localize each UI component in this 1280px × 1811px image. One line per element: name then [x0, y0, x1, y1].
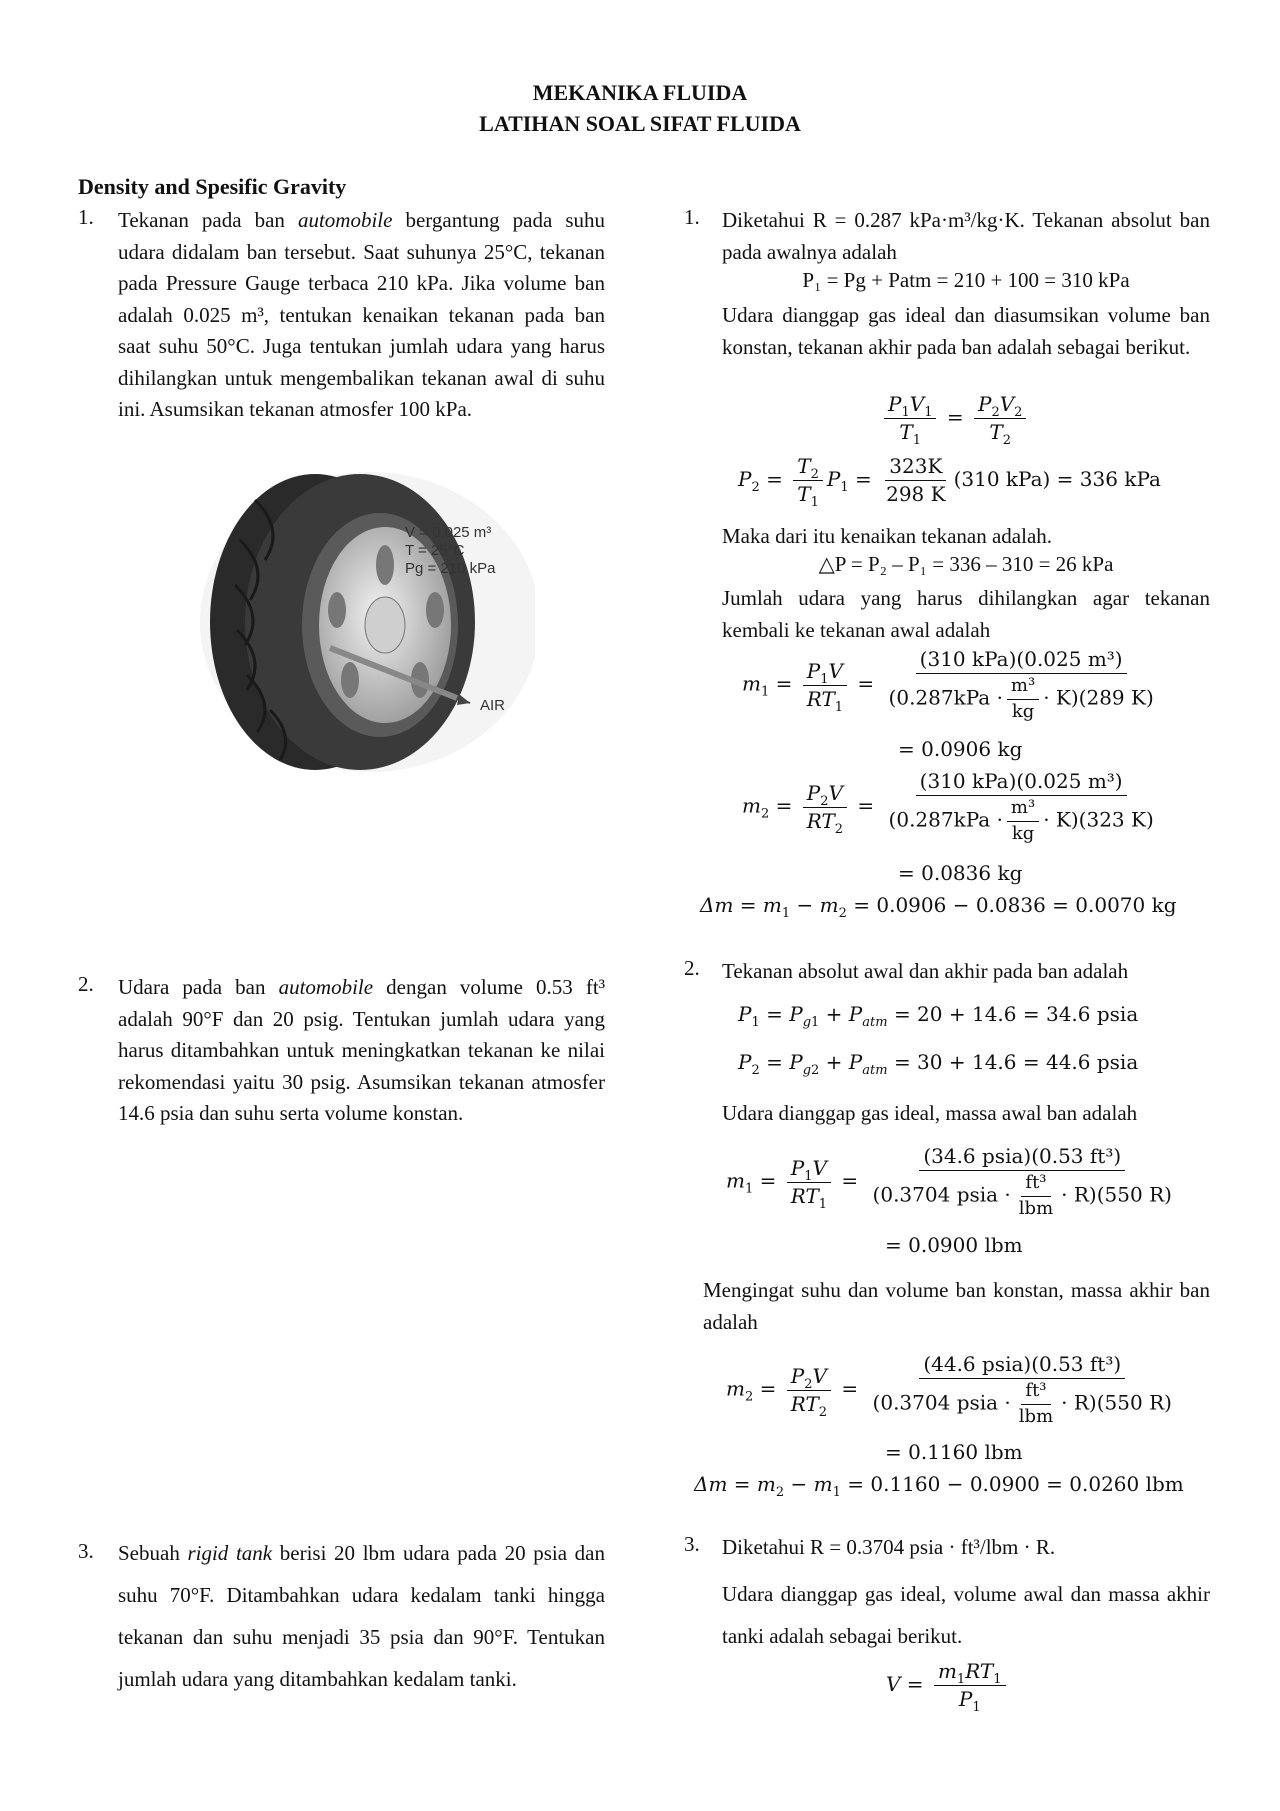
- solution-2-p2: $P_2 = P_{g2} + P_{atm} = 30 + 14.6 = 44.6$ psia: [738, 1050, 1139, 1078]
- solution-1-mass-text: Jumlah udara yang harus dihilangkan agar tekanan kembali ke tekanan awal adalah: [722, 586, 1210, 642]
- solution-1-m1-equation: $m_1$ = $\frac{P_1V}{RT_1}$ = (310 kPa)(0.025 m³) (0.287kPa · $\frac{\text{m³}}{kg}$ · K)(289 K): [742, 647, 1154, 722]
- solution-1-m1-result: = 0.0906 kg: [898, 737, 1023, 761]
- figure-air-label: AIR: [480, 697, 506, 714]
- solution-3-number: 3.: [684, 1532, 700, 1556]
- solution-2-m2-equation: $m_2$ = $\frac{P_2V}{RT_2}$ = (44.6 psia)(0.53 ft³) (0.3704 psia · $\frac{\text{ft³}}{\text{lbm}}$ · R)(550 R): [726, 1352, 1172, 1427]
- solution-2-p1: $P_1 = P_{g1} + P_{atm} = 20 + 14.6 = 34.6$ psia: [738, 1002, 1139, 1030]
- solution-1-number: 1.: [684, 205, 700, 229]
- solution-3-volume-equation: V = $\frac{m_1RT_1}{P_1}$: [886, 1660, 1010, 1711]
- problem-2-text: Udara pada ban automobile dengan volume 0.53 ft³ adalah 90°F dan 20 psig. Tentukan jumlah udara yang harus ditambahkan untuk meningkatkan tekanan ke nilai rekomendasi yaitu 30 psig. Asumsikan tekanan atmosfer 14.6 psia dan suhu serta volume konstan.: [118, 975, 605, 1125]
- solution-2-mid-text: Mengingat suhu dan volume ban konstan, massa akhir ban adalah: [703, 1278, 1210, 1334]
- solution-2-m2-result: = 0.1160 lbm: [885, 1440, 1023, 1464]
- solution-1-m2-result: = 0.0836 kg: [898, 861, 1023, 885]
- solution-2-number: 2.: [684, 956, 700, 980]
- doc-subtitle: LATIHAN SOAL SIFAT FLUIDA: [479, 111, 801, 136]
- solution-1-p2-equation: $P_2$ = $\frac{T_2}{T_1}$ $P_1$ = $\frac{323K}{298 K}$ (310 kPa) = 336 kPa: [738, 454, 1161, 510]
- figure-pressure-label: Pg = 210 kPa: [405, 560, 496, 577]
- doc-title: MEKANIKA FLUIDA: [532, 80, 748, 105]
- solution-1-p1: P₁ = Pg + Patm = 210 + 100 = 310 kPa: [802, 268, 1130, 292]
- solution-1-rise-text: Maka dari itu kenaikan tekanan adalah.: [722, 524, 1053, 548]
- problem-1-number: 1.: [78, 205, 94, 229]
- solution-1-m2-equation: $m_2$ = $\frac{P_2V}{RT_2}$ = (310 kPa)(0.025 m³) (0.287kPa · $\frac{\text{m³}}{kg}$ · K)(323 K): [742, 769, 1154, 844]
- problem-3-text: Sebuah rigid tank berisi 20 lbm udara pada 20 psia dan suhu 70°F. Ditambahkan udara kedalam tanki hingga tekanan dan suhu menjadi 35 psia dan 90°F. Tentukan jumlah udara yang ditambahkan kedalam tanki.: [118, 1541, 605, 1691]
- solution-1-gas-law: $\frac{P_1V_1}{T_1}$ = $\frac{P_2V_2}{T_2}$: [880, 393, 1030, 444]
- problem-3-number: 3.: [78, 1539, 94, 1563]
- problem-1-text: Tekanan pada ban automobile bergantung pada suhu udara didalam ban tersebut. Saat suhunya 25°C, tekanan pada Pressure Gauge terbaca 210 kPa. Jika volume ban adalah 0.025 m³, tentukan kenaikan tekanan pada ban saat suhu 50°C. Juga tentukan jumlah udara yang harus dihilangkan untuk mengembalikan tekanan awal di suhu ini. Asumsikan tekanan atmosfer 100 kPa.: [118, 208, 605, 421]
- solution-3-assumption: Udara dianggap gas ideal, volume awal dan massa akhir tanki adalah sebagai berikut.: [722, 1582, 1210, 1648]
- figure-volume-label: V = 0.025 m³: [405, 524, 492, 541]
- tire-figure: [195, 470, 535, 775]
- solution-2-assumption: Udara dianggap gas ideal, massa awal ban adalah: [722, 1101, 1138, 1125]
- problem-2-number: 2.: [78, 972, 94, 996]
- section-heading: Density and Spesific Gravity: [78, 174, 347, 199]
- figure-temp-label: T = 25°C: [405, 542, 465, 559]
- solution-3-intro: Diketahui R = 0.3704 psia · ft³/lbm · R.: [722, 1535, 1056, 1559]
- solution-2-intro: Tekanan absolut awal dan akhir pada ban adalah: [722, 959, 1129, 983]
- solution-2-delta-m: $\Delta m = m_2 - m_1 = 0.1160 - 0.0900 = 0.0260$ lbm: [694, 1472, 1184, 1500]
- solution-1-delta-m: $\Delta m = m_1 - m_2 = 0.0906 - 0.0836 = 0.0070$ kg: [700, 893, 1177, 921]
- solution-2-m1-equation: $m_1$ = $\frac{P_1V}{RT_1}$ = (34.6 psia)(0.53 ft³) (0.3704 psia · $\frac{\text{ft³}}{\text{lbm}}$ · R)(550 R): [726, 1144, 1172, 1219]
- solution-2-m1-result: = 0.0900 lbm: [885, 1233, 1023, 1257]
- solution-1-intro: Diketahui R = 0.287 kPa·m³/kg·K. Tekanan absolut ban pada awalnya adalah: [722, 208, 1210, 264]
- solution-1-assumption: Udara dianggap gas ideal dan diasumsikan volume ban konstan, tekanan akhir pada ban adalah sebagai berikut.: [722, 303, 1210, 359]
- solution-1-rise-eq: △P = P₂ – P₁ = 336 – 310 = 26 kPa: [818, 552, 1114, 576]
